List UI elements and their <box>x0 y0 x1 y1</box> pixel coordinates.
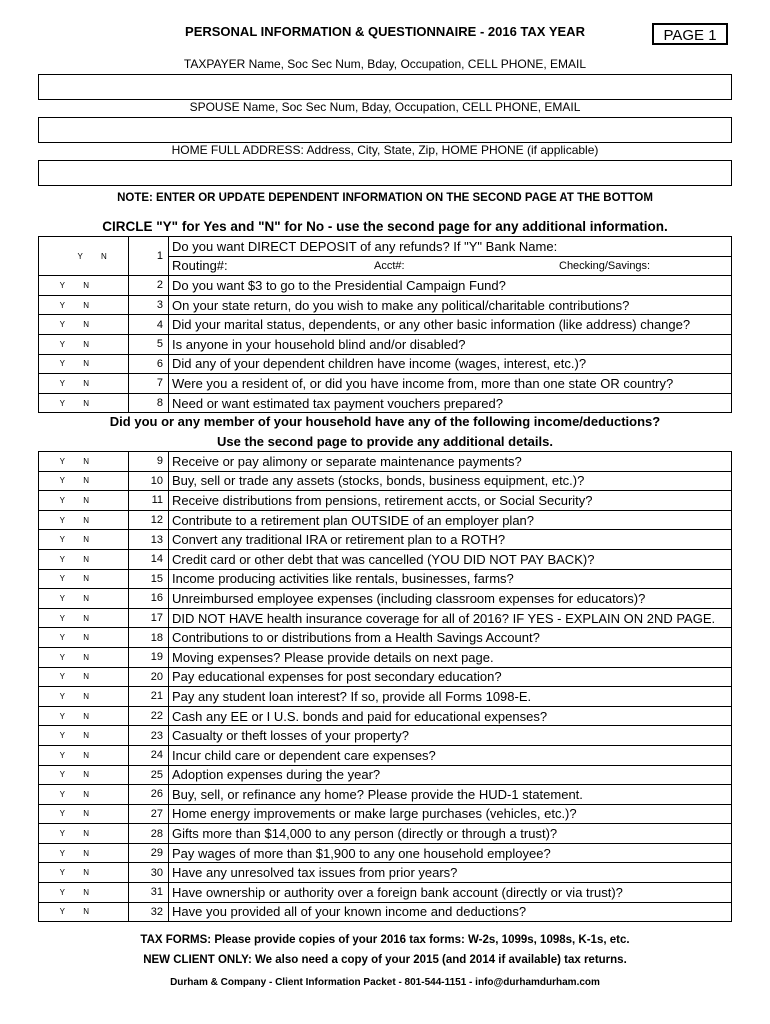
routing-label: Routing#: <box>172 258 228 274</box>
questions-table-2 <box>38 451 732 922</box>
yes-no-cell <box>39 608 129 628</box>
yes-option[interactable]: Y <box>59 750 65 760</box>
no-option[interactable]: N <box>83 613 89 623</box>
question-row-15 <box>39 569 732 589</box>
question-text: Buy, sell, or refinance any home? Please provide the HUD-1 statement. <box>169 785 732 805</box>
question-row-7 <box>39 374 732 394</box>
no-option[interactable]: N <box>83 829 89 839</box>
no-option[interactable]: N <box>83 711 89 721</box>
question-text: Have ownership or authority over a foreign bank account (directly or via trust)? <box>169 883 732 903</box>
yes-option[interactable]: Y <box>59 711 65 721</box>
no-option[interactable]: N <box>83 398 89 408</box>
no-option[interactable]: N <box>83 456 89 466</box>
yes-no-cell <box>39 765 129 785</box>
no-option[interactable]: N <box>83 593 89 603</box>
question-text: Buy, sell or trade any assets (stocks, bonds, business equipment, etc.)? <box>169 471 732 491</box>
question-row-10 <box>39 471 732 491</box>
question-number: 17 <box>129 608 169 628</box>
circle-instruction: CIRCLE "Y" for Yes and "N" for No - use the second page for any additional information. <box>102 219 668 234</box>
yes-option[interactable]: Y <box>59 515 65 525</box>
question-row-24 <box>39 745 732 765</box>
yes-option[interactable]: Y <box>59 574 65 584</box>
question-number: 19 <box>129 647 169 667</box>
question-number: 28 <box>129 824 169 844</box>
yes-no-cell <box>39 393 129 413</box>
yes-no-cell <box>39 687 129 707</box>
question-row-27 <box>39 804 732 824</box>
yes-option[interactable]: Y <box>59 320 65 330</box>
question-text: Need or want estimated tax payment vouchers prepared? <box>169 393 732 413</box>
question-text: DID NOT HAVE health insurance coverage for all of 2016? IF YES - EXPLAIN ON 2ND PAGE. <box>169 608 732 628</box>
yes-option[interactable]: Y <box>59 887 65 897</box>
question-row-6 <box>39 354 732 374</box>
question-number: 9 <box>129 452 169 472</box>
no-option[interactable]: N <box>83 750 89 760</box>
question-row-29 <box>39 843 732 863</box>
question-number: 5 <box>129 334 169 354</box>
yes-no-cell <box>39 726 129 746</box>
spouse-field[interactable] <box>38 117 732 143</box>
question-number: 4 <box>129 315 169 335</box>
yes-option[interactable]: Y <box>59 593 65 603</box>
yes-no-cell <box>39 334 129 354</box>
question-number: 14 <box>129 549 169 569</box>
question-text: Have any unresolved tax issues from prior years? <box>169 863 732 883</box>
yes-no-cell <box>39 647 129 667</box>
yes-no-cell <box>39 843 129 863</box>
taxpayer-caption: TAXPAYER Name, Soc Sec Num, Bday, Occupation, CELL PHONE, EMAIL <box>183 57 587 71</box>
tax-forms-note: TAX FORMS: Please provide copies of your 2016 tax forms: W-2s, 1099s, 1098s, K-1s, etc. <box>140 934 630 946</box>
question-number: 1 <box>129 237 169 276</box>
question-row-23 <box>39 726 732 746</box>
yes-no-cell <box>39 863 129 883</box>
yes-no-cell <box>39 549 129 569</box>
yes-option[interactable]: Y <box>59 339 65 349</box>
question-text: Have you provided all of your known income and deductions? <box>169 902 732 922</box>
yes-no-cell <box>39 295 129 315</box>
question-number: 11 <box>129 491 169 511</box>
no-option[interactable]: N <box>83 339 89 349</box>
address-field[interactable] <box>38 160 732 186</box>
question-number: 24 <box>129 745 169 765</box>
question-row-8 <box>39 393 732 413</box>
yes-no-cell <box>39 452 129 472</box>
question-number: 27 <box>129 804 169 824</box>
yes-option[interactable]: Y <box>59 731 65 741</box>
contact-line: Durham & Company - Client Information Packet - 801-544-1151 - info@durhamdurham.com <box>170 977 600 988</box>
no-option[interactable]: N <box>83 554 89 564</box>
yes-option[interactable]: Y <box>59 398 65 408</box>
question-text: Unreimbursed employee expenses (including classroom expenses for educators)? <box>169 589 732 609</box>
yes-option[interactable]: Y <box>59 554 65 564</box>
question-text: Moving expenses? Please provide details on next page. <box>169 647 732 667</box>
additional-details-heading: Use the second page to provide any additional details. <box>217 434 553 449</box>
yes-no-cell <box>39 745 129 765</box>
question-text: Pay any student loan interest? If so, provide all Forms 1098-E. <box>169 687 732 707</box>
no-option[interactable]: N <box>83 320 89 330</box>
question-row-21 <box>39 687 732 707</box>
question-row-17 <box>39 608 732 628</box>
question-row-20 <box>39 667 732 687</box>
yes-no-cell <box>39 667 129 687</box>
no-option[interactable]: N <box>83 907 89 917</box>
question-number: 6 <box>129 354 169 374</box>
yes-no-cell <box>39 824 129 844</box>
question-number: 8 <box>129 393 169 413</box>
question-text: Pay educational expenses for post secondary education? <box>169 667 732 687</box>
yes-option[interactable]: Y <box>59 848 65 858</box>
question-text: Receive or pay alimony or separate maintenance payments? <box>169 452 732 472</box>
question-number: 22 <box>129 706 169 726</box>
question-row-14 <box>39 549 732 569</box>
question-row-9 <box>39 452 732 472</box>
question-text: Contributions to or distributions from a Health Savings Account? <box>169 628 732 648</box>
question-row-28 <box>39 824 732 844</box>
question-number: 23 <box>129 726 169 746</box>
question-row-26 <box>39 785 732 805</box>
question-number: 30 <box>129 863 169 883</box>
yes-no-cell <box>39 883 129 903</box>
yes-no-cell <box>39 785 129 805</box>
no-option[interactable]: N <box>83 476 89 486</box>
no-option[interactable]: N <box>83 672 89 682</box>
question-text: Did your marital status, dependents, or any other basic information (like address) change? <box>169 315 732 335</box>
question-row-30 <box>39 863 732 883</box>
no-option[interactable]: N <box>83 535 89 545</box>
question-row-18 <box>39 628 732 648</box>
yes-no-cell <box>39 491 129 511</box>
yes-no-cell <box>39 471 129 491</box>
question-text: Is anyone in your household blind and/or disabled? <box>169 334 732 354</box>
question-row-25 <box>39 765 732 785</box>
question-text: Pay wages of more than $1,900 to any one household employee? <box>169 843 732 863</box>
question-text: Did any of your dependent children have income (wages, interest, etc.)? <box>169 354 732 374</box>
question-row-3 <box>39 295 732 315</box>
yes-no-cell <box>39 706 129 726</box>
yes-option[interactable]: Y <box>59 809 65 819</box>
question-text: Income producing activities like rentals, businesses, farms? <box>169 569 732 589</box>
no-option[interactable]: N <box>83 574 89 584</box>
yes-no-cell <box>39 276 129 296</box>
yes-option[interactable]: Y <box>77 251 83 261</box>
question-number: 26 <box>129 785 169 805</box>
no-option[interactable]: N <box>83 300 89 310</box>
acct-label: Acct#: <box>374 259 405 272</box>
new-client-note: NEW CLIENT ONLY: We also need a copy of your 2015 (and 2014 if available) tax returns. <box>143 954 627 966</box>
taxpayer-field[interactable] <box>38 74 732 100</box>
yes-option[interactable]: Y <box>59 476 65 486</box>
question-row-31 <box>39 883 732 903</box>
yes-no-cell <box>39 902 129 922</box>
no-option[interactable]: N <box>83 789 89 799</box>
yes-option[interactable]: Y <box>59 633 65 643</box>
question-number: 20 <box>129 667 169 687</box>
no-option[interactable]: N <box>83 378 89 388</box>
yes-option[interactable]: Y <box>59 770 65 780</box>
question-number: 18 <box>129 628 169 648</box>
direct-deposit-details <box>169 256 732 276</box>
yes-option[interactable]: Y <box>59 652 65 662</box>
question-row-32 <box>39 902 732 922</box>
yes-option[interactable]: Y <box>59 495 65 505</box>
question-number: 13 <box>129 530 169 550</box>
yes-option[interactable]: Y <box>59 691 65 701</box>
question-number: 29 <box>129 843 169 863</box>
no-option[interactable]: N <box>83 633 89 643</box>
yes-option[interactable]: Y <box>59 456 65 466</box>
question-row-1 <box>39 237 732 257</box>
question-row-5 <box>39 334 732 354</box>
question-text: Convert any traditional IRA or retirement plan to a ROTH? <box>169 530 732 550</box>
yes-no-cell <box>39 569 129 589</box>
yes-option[interactable]: Y <box>59 359 65 369</box>
question-row-12 <box>39 510 732 530</box>
yes-no-cell <box>39 510 129 530</box>
no-option[interactable]: N <box>83 887 89 897</box>
question-text: Contribute to a retirement plan OUTSIDE of an employer plan? <box>169 510 732 530</box>
yes-no-cell <box>39 530 129 550</box>
question-row-13 <box>39 530 732 550</box>
question-row-22 <box>39 706 732 726</box>
yes-option[interactable]: Y <box>59 535 65 545</box>
income-deductions-heading: Did you or any member of your household have any of the following income/deductions? <box>109 414 661 429</box>
yes-no-cell <box>39 315 129 335</box>
no-option[interactable]: N <box>83 495 89 505</box>
question-number: 25 <box>129 765 169 785</box>
no-option[interactable]: N <box>83 280 89 290</box>
yes-option[interactable]: Y <box>59 300 65 310</box>
no-option[interactable]: N <box>83 691 89 701</box>
question-number: 16 <box>129 589 169 609</box>
yes-option[interactable]: Y <box>59 868 65 878</box>
no-option[interactable]: N <box>83 770 89 780</box>
question-number: 7 <box>129 374 169 394</box>
yes-no-cell <box>39 237 129 276</box>
dependent-note: NOTE: ENTER OR UPDATE DEPENDENT INFORMATION ON THE SECOND PAGE AT THE BOTTOM <box>117 192 653 204</box>
questions-table-1 <box>38 236 732 413</box>
question-number: 3 <box>129 295 169 315</box>
question-number: 31 <box>129 883 169 903</box>
question-text: Were you a resident of, or did you have income from, more than one state OR country? <box>169 374 732 394</box>
yes-option[interactable]: Y <box>59 378 65 388</box>
question-text: Receive distributions from pensions, retirement accts, or Social Security? <box>169 491 732 511</box>
yes-option[interactable]: Y <box>59 907 65 917</box>
page-number-box: PAGE 1 <box>652 23 728 45</box>
question-number: 15 <box>129 569 169 589</box>
no-option[interactable]: N <box>83 848 89 858</box>
yes-option[interactable]: Y <box>59 829 65 839</box>
question-text: Home energy improvements or make large purchases (vehicles, etc.)? <box>169 804 732 824</box>
no-option[interactable]: N <box>83 868 89 878</box>
yes-no-cell <box>39 628 129 648</box>
yes-option[interactable]: Y <box>59 672 65 682</box>
no-option[interactable]: N <box>83 652 89 662</box>
no-option[interactable]: N <box>83 809 89 819</box>
question-row-19 <box>39 647 732 667</box>
no-option[interactable]: N <box>83 359 89 369</box>
no-option[interactable]: N <box>101 251 107 261</box>
question-row-2 <box>39 276 732 296</box>
question-text: Do you want DIRECT DEPOSIT of any refunds? If "Y" Bank Name: <box>169 237 732 257</box>
question-text: On your state return, do you wish to make any political/charitable contributions? <box>169 295 732 315</box>
yes-no-cell <box>39 374 129 394</box>
question-text: Credit card or other debt that was cancelled (YOU DID NOT PAY BACK)? <box>169 549 732 569</box>
question-text: Gifts more than $14,000 to any person (directly or through a trust)? <box>169 824 732 844</box>
address-caption: HOME FULL ADDRESS: Address, City, State, Zip, HOME PHONE (if applicable) <box>171 143 599 157</box>
question-text: Casualty or theft losses of your property? <box>169 726 732 746</box>
yes-no-cell <box>39 354 129 374</box>
yes-no-cell <box>39 804 129 824</box>
no-option[interactable]: N <box>83 515 89 525</box>
question-text: Incur child care or dependent care expenses? <box>169 745 732 765</box>
question-number: 21 <box>129 687 169 707</box>
yes-option[interactable]: Y <box>59 613 65 623</box>
checking-savings-label: Checking/Savings: <box>559 259 651 272</box>
spouse-caption: SPOUSE Name, Soc Sec Num, Bday, Occupation, CELL PHONE, EMAIL <box>189 100 581 114</box>
question-row-16 <box>39 589 732 609</box>
form-title: PERSONAL INFORMATION & QUESTIONNAIRE - 2016 TAX YEAR <box>185 24 585 39</box>
no-option[interactable]: N <box>83 731 89 741</box>
question-number: 32 <box>129 902 169 922</box>
question-row-11 <box>39 491 732 511</box>
question-number: 12 <box>129 510 169 530</box>
question-row-4 <box>39 315 732 335</box>
question-number: 2 <box>129 276 169 296</box>
question-text: Adoption expenses during the year? <box>169 765 732 785</box>
question-text: Cash any EE or I U.S. bonds and paid for educational expenses? <box>169 706 732 726</box>
yes-option[interactable]: Y <box>59 280 65 290</box>
yes-option[interactable]: Y <box>59 789 65 799</box>
question-text: Do you want $3 to go to the Presidential Campaign Fund? <box>169 276 732 296</box>
yes-no-cell <box>39 589 129 609</box>
question-number: 10 <box>129 471 169 491</box>
